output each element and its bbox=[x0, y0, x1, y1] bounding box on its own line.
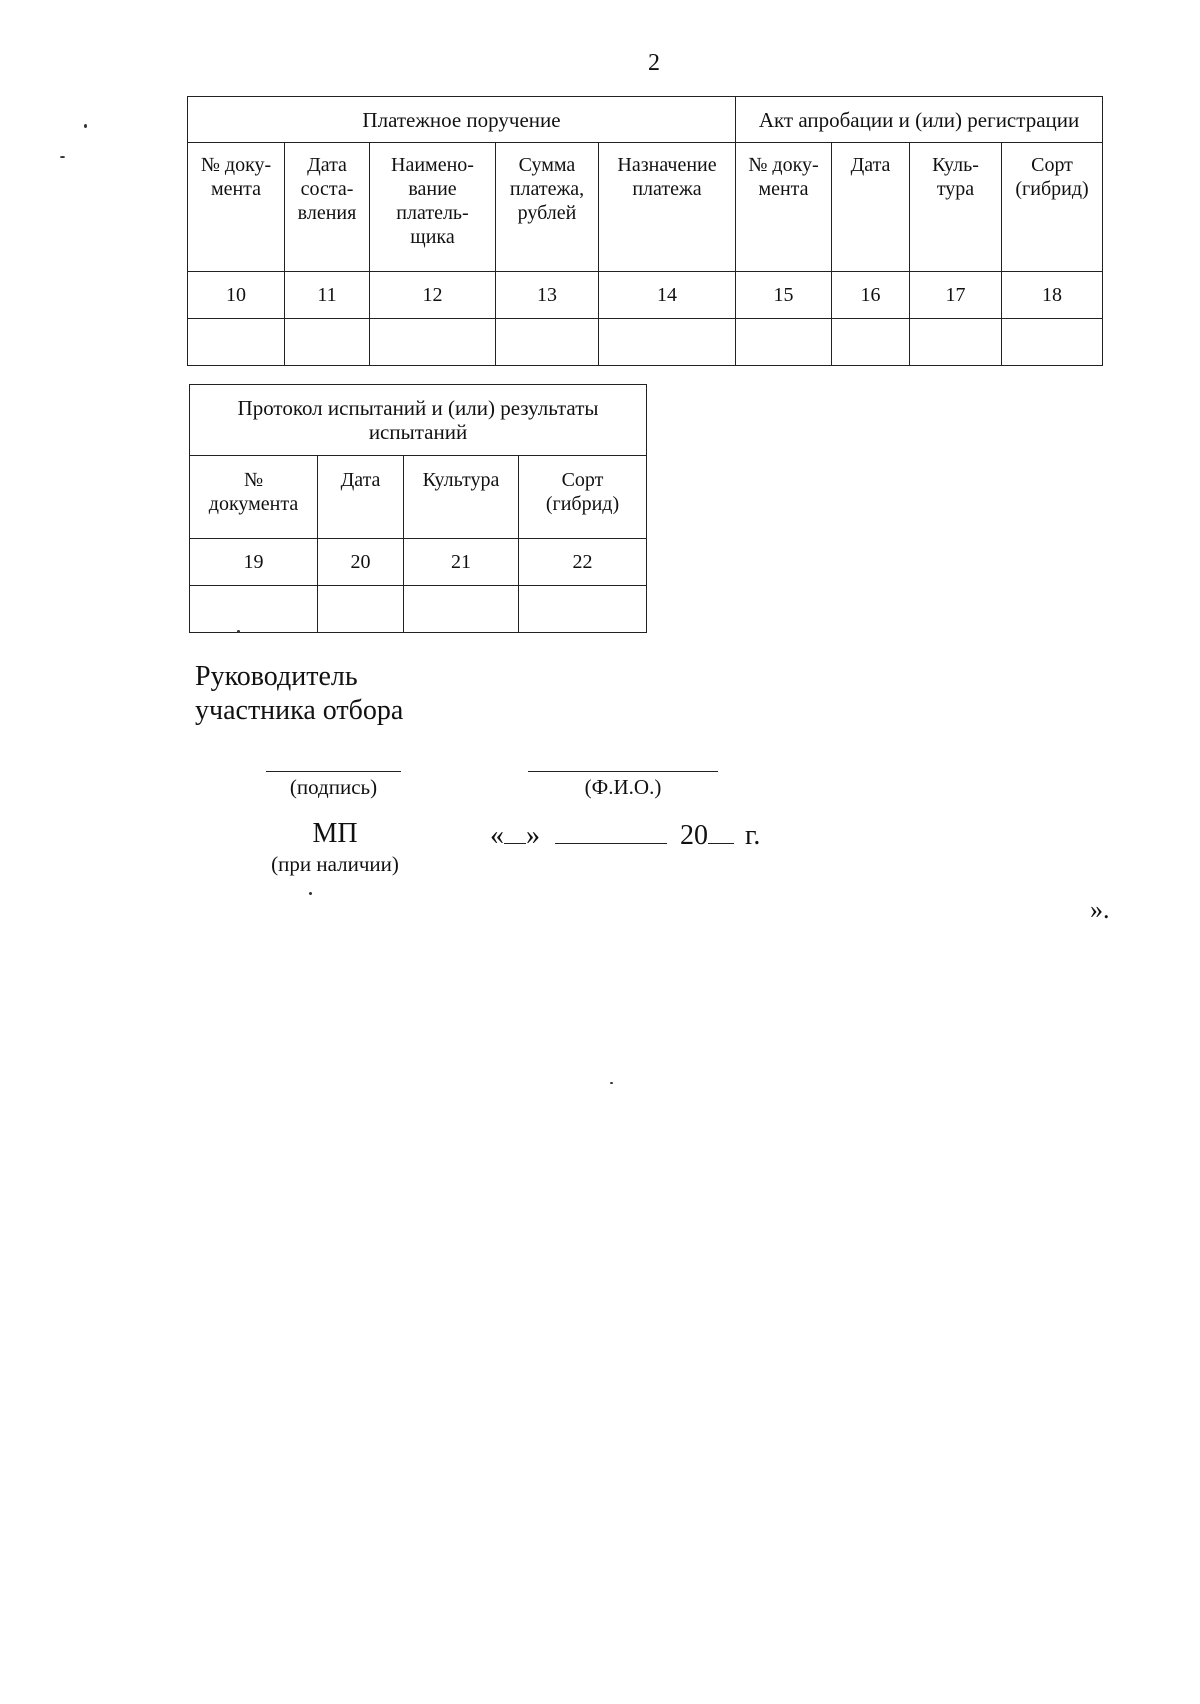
column-header: Культура bbox=[404, 456, 519, 539]
column-header: Сорт (гибрид) bbox=[519, 456, 647, 539]
blank-entry-row bbox=[188, 319, 1103, 366]
entry-cell[interactable] bbox=[832, 319, 910, 366]
column-number: 12 bbox=[370, 272, 496, 319]
entry-cell[interactable] bbox=[736, 319, 832, 366]
column-number: 19 bbox=[190, 539, 318, 586]
entry-cell[interactable] bbox=[910, 319, 1002, 366]
entry-cell[interactable] bbox=[188, 319, 285, 366]
column-number: 13 bbox=[496, 272, 599, 319]
column-header: № документа bbox=[190, 456, 318, 539]
column-header: № доку- мента bbox=[188, 143, 285, 272]
protocol-table bbox=[189, 384, 647, 633]
approbation-act-header: Акт апробации и (или) регистрации bbox=[736, 97, 1103, 143]
entry-cell[interactable] bbox=[496, 319, 599, 366]
scan-speck bbox=[237, 630, 240, 633]
scan-speck bbox=[610, 1082, 613, 1084]
closing-quote: ». bbox=[1090, 895, 1110, 924]
column-number: 14 bbox=[599, 272, 736, 319]
signature-line[interactable] bbox=[266, 771, 401, 772]
column-header: Куль- тура bbox=[910, 143, 1002, 272]
day-blank[interactable] bbox=[504, 821, 526, 844]
entry-cell[interactable] bbox=[404, 586, 519, 633]
column-number: 15 bbox=[736, 272, 832, 319]
column-header: Назначение платежа bbox=[599, 143, 736, 272]
protocol-header: Протокол испытаний и (или) результаты испытаний bbox=[190, 385, 647, 456]
column-number: 22 bbox=[519, 539, 647, 586]
scan-speck bbox=[60, 156, 65, 158]
column-number-row bbox=[190, 539, 647, 586]
signer-title: Руководитель участника отбора bbox=[195, 661, 404, 726]
payment-order-header: Платежное поручение bbox=[188, 97, 736, 143]
scan-speck bbox=[84, 124, 87, 128]
column-number: 16 bbox=[832, 272, 910, 319]
entry-cell[interactable] bbox=[190, 586, 318, 633]
year-blank[interactable] bbox=[708, 821, 734, 844]
column-header: Сумма платежа, рублей bbox=[496, 143, 599, 272]
column-header: № доку- мента bbox=[736, 143, 832, 272]
signature-caption: (подпись) bbox=[289, 775, 378, 799]
payment-table bbox=[187, 96, 1103, 366]
column-header: Дата соста- вления bbox=[285, 143, 370, 272]
entry-cell[interactable] bbox=[519, 586, 647, 633]
column-header: Дата bbox=[832, 143, 910, 272]
entry-cell[interactable] bbox=[318, 586, 404, 633]
column-header: Дата bbox=[318, 456, 404, 539]
column-number-row bbox=[188, 272, 1103, 319]
entry-cell[interactable] bbox=[599, 319, 736, 366]
entry-cell[interactable] bbox=[1002, 319, 1103, 366]
column-number: 20 bbox=[318, 539, 404, 586]
column-number: 17 bbox=[910, 272, 1002, 319]
column-number: 11 bbox=[285, 272, 370, 319]
column-number: 18 bbox=[1002, 272, 1103, 319]
blank-entry-row bbox=[190, 586, 647, 633]
page-number: 2 bbox=[648, 50, 660, 76]
date-field: « » 20 г. bbox=[490, 820, 761, 851]
month-blank[interactable] bbox=[555, 821, 667, 844]
entry-cell[interactable] bbox=[285, 319, 370, 366]
column-number: 21 bbox=[404, 539, 519, 586]
column-header: Наимено- вание платель- щика bbox=[370, 143, 496, 272]
entry-cell[interactable] bbox=[370, 319, 496, 366]
scan-speck bbox=[309, 892, 312, 895]
column-number: 10 bbox=[188, 272, 285, 319]
stamp-placeholder: МП (при наличии) bbox=[271, 818, 399, 876]
name-line[interactable] bbox=[528, 771, 718, 772]
column-header: Сорт (гибрид) bbox=[1002, 143, 1103, 272]
name-caption: (Ф.И.О.) bbox=[584, 775, 662, 799]
